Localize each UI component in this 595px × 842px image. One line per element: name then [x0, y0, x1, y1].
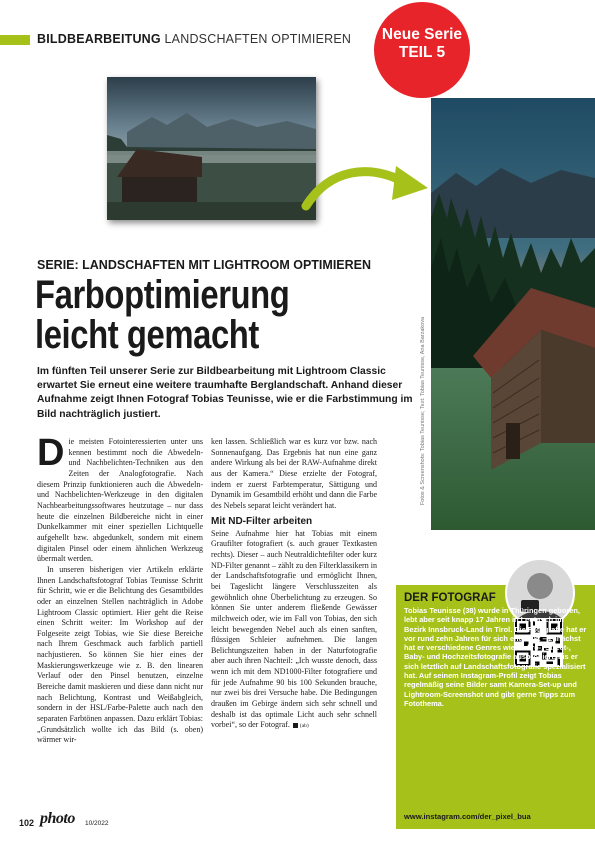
photographer-bio-text: Tobias Teunisse (38) wurde in Thüringen geboren, lebt aber seit knapp 17 Jahren in Leutasch im Bezirk Innsbruck-Land in Tirol. Die Fotografie hat er vor rund zehn Jahren für sich entdeckt – zunächst hat er verschiedene Genres wie Makro-, Street-, Baby- und Hochzeitsfotografie ausprobiert, bis er sich letztlich auf Landschaftsfotografie spezialisiert hat. Auf seinem Instagram-Profil zeigt Tobias regelmäßig seine Bilder samt Kamera-Set-up und Lightroom-Screenshot und gibt gerne Tipps zum Fotothema.: [404, 606, 587, 708]
lead-text: Im fünften Teil unserer Serie zur Bildbearbeitung mit Lightroom Classic erwartet Sie erneut eine weitere traumhafte Berglandschaft. Anhand dieser Aufnahme zeigt Ihnen Fotograf Tobias Teunisse, wie er die Farbstimmung im Bild nachträglich justiert.: [37, 366, 413, 420]
article-title-line1: Farboptimierung: [35, 273, 290, 317]
badge-series-label: Neue Serie: [381, 26, 463, 43]
body-column-2: [211, 437, 377, 732]
article-kicker: SERIE: LANDSCHAFTEN MIT LIGHTROOM OPTIMIEREN: [37, 258, 372, 272]
body-paragraph-text: Seine Aufnahme hier hat Tobias mit einem Graufilter fotografiert (s. auch grauer Textkasten rechts). Dieser – auch Neutraldichtefilter oder kurz ND-Filter genannt – zählt zu den Filterklassikern in der Landschaftsfotografie und ermöglicht Ihnen, bei Tageslicht längere Verschlusszeiten als gewöhnlich ohne Überbelichtung zu erzeugen. So können Sie unter anderem fließende Gewässer milchweich oder, wie im Fall von Tobias, den sich leicht bewegenden Nebel auch als einen sanften, flüssigen Schleier aufnehmen. Die langen Belichtungszeiten haben in der Naturfotografie aber auch ihren Nachteil: „Ich wusste denoch, dass wenn ich mit dem ND1000-Filter fotografiere und für jede Aufnahme 90 bis 100 Sekunden brauche, nur zwei bis drei Versuche habe. Die Bedingungen draußen im Gebirge ändern sich sehr schnell und deshalb ist das optimale Licht auch sehr schnell vorbei“, so der Fotograf.: [211, 528, 377, 730]
curved-arrow-icon: [300, 158, 430, 218]
article-title-line2: leicht gemacht: [35, 313, 259, 357]
header-accent-bar: [0, 35, 30, 45]
section-subheading: Mit ND-Filter arbeiten: [211, 515, 313, 527]
main-photo: [431, 98, 595, 530]
section-label: BILDBEARBEITUNG: [37, 32, 161, 46]
end-mark-icon: [293, 723, 298, 728]
page-number: 102: [19, 818, 35, 828]
instagram-link[interactable]: www.instagram.com/der_pixel_bua: [404, 812, 531, 821]
badge-part-label: TEIL 5: [398, 44, 446, 61]
photographer-heading: DER FOTOGRAF: [404, 592, 496, 604]
body-paragraph: In unseren bisherigen vier Artikeln erklärte Ihnen Landschaftsfotograf Tobias Teunisse Schritt für Schritt, wie er die Belichtung des Gesamtbildes oder an einzelnen Stellen nachträglich in Adobe Lightroom Classic optimiert. Hier geht die Reise einen Schritt weiter: Im Workshop auf der Folgeseite zeigt Tobias, wie Sie diese Bereiche nach Ihrem Geschmack auch farblich partiell nachjustieren. So können Sie hier eines der Maskierungswerkzeuge wie z. B. den linearen Verlauf oder den Pinsel benutzen, einzelne Bereiche damit maskieren und diese dann nicht nur nach Belichtung, Kontrast und Weißabgleich, sondern in der HSL/Farbe-Palette auch nach den separaten Farbtönen anpassen. Dazu erklärt Tobias: „Grundsätzlich wollte ich das Bild (s. oben) wärmer wir-: [37, 564, 203, 745]
topic-label: LANDSCHAFTEN OPTIMIEREN: [164, 32, 352, 46]
issue-label: 10/2022: [85, 820, 109, 827]
series-badge: [374, 2, 470, 98]
body-paragraph: [211, 529, 377, 732]
photographer-bio: [404, 606, 587, 708]
body-paragraph: ken lassen. Schließlich war es kurz vor bzw. nach Sonnenaufgang. Das Ergebnis hat nun eine ganz andere Wirkung als bei der RAW-Aufnahme direkt aus der Kamera.“ Diese erzielte der Fotograf, indem er zuerst Farbtemperatur, Sättigung und Dynamik im Gesamtbild erhöht und dann die Farbe des Nebels separat leicht verändert hat.: [211, 437, 377, 510]
author-tag: (ab): [299, 723, 309, 730]
photo-credit-text: Fotos & Screenshots: Tobias Teunisse; Text: Tobias Teunisse, Ana Barzakova: [420, 316, 426, 506]
original-photo: [107, 77, 316, 220]
section-header: [37, 32, 351, 46]
photo-credit: [418, 298, 428, 528]
article-lead: [37, 365, 417, 422]
drop-cap: D: [37, 432, 65, 474]
magazine-logo: photo: [40, 810, 75, 827]
body-column-1: [37, 432, 203, 746]
body-paragraph: ie meisten Fotointeressierten unter uns kennen bestimmt noch die Abwedeln- und Nachbelichten-Techniken aus den Zeiten der Analogfotografie. Nach diesem Prinzip funktionieren auch die Abwedeln- und Nachbelichten-Werkzeuge in den digitalen Nachbearbeitungssoftwares heutzutage – nur dass heute die einzelnen Bildbereiche nicht in einer Dunkelkammer mit einer speziellen Lichtquelle aufgehellt bzw. abgedunkelt, sondern mit einem digitalen Pinsel oder einem ähnlichen Werkzeug übermalt werden.: [37, 437, 203, 564]
